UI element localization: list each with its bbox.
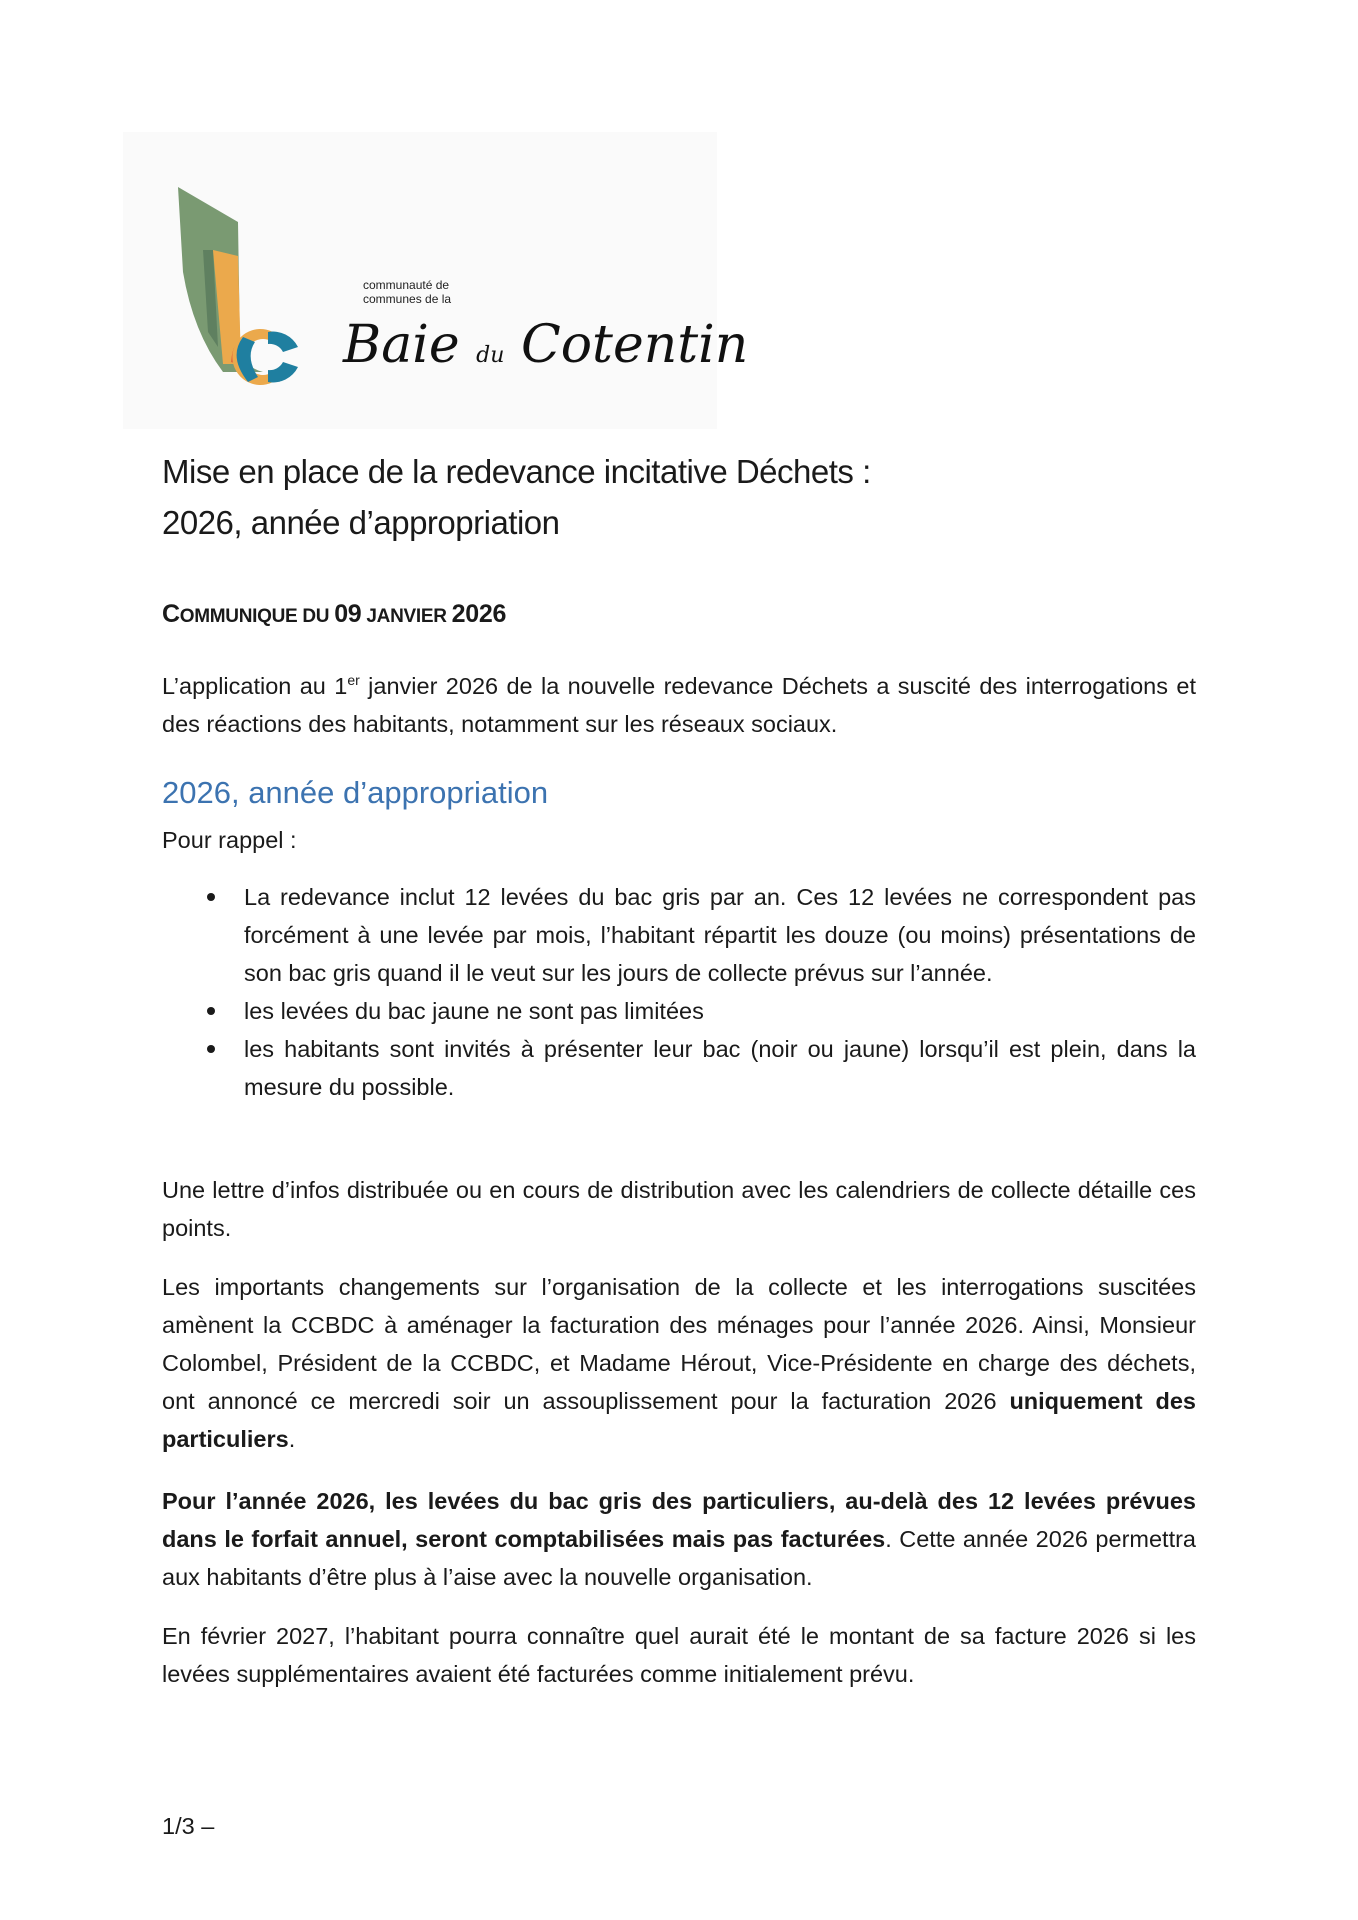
bullet-icon (207, 1007, 215, 1015)
section-heading: 2026, année d’appropriation (162, 775, 549, 810)
section-lead: Pour rappel : (162, 827, 297, 853)
bullet-list (162, 878, 1196, 1106)
intro-paragraph: L’application au 1er janvier 2026 de la nouvelle redevance Déchets a suscité des interrogations et des réactions des habitants, notamment sur les réseaux sociaux. (162, 672, 1196, 737)
logo-line2: communes de la (363, 292, 452, 306)
logo-name: Baie du Cotentin (343, 315, 749, 375)
logo-line1: communauté de (363, 278, 450, 292)
changes-paragraph: Les importants changements sur l’organisation de la collecte et les interrogations suscitées amènent la CCBDC à aménager la facturation des ménages pour l’année 2026. Ainsi, Monsieur Colombel, Président de la CCBDC, et Madame Hérout, Vice-Présidente en charge des déchets, ont annoncé ce mercredi soir un assouplissement pour la facturation 2026 uniquement des particuliers. (162, 1274, 1197, 1452)
list-item: La redevance inclut 12 levées du bac gris par an. Ces 12 levées ne correspondent pas forcément à une levée par mois, l’habitant répartit les douze (ou moins) présentations de son bac gris quand il le veut sur les jours de collecte prévus sur l’année. (162, 878, 1196, 992)
title-line1: Mise en place de la redevance incitative Déchets : (162, 453, 871, 490)
list-item: les habitants sont invités à présenter leur bac (noir ou jaune) lorsqu’il est plein, dans la mesure du possible. (162, 1030, 1196, 1106)
letter-paragraph: Une lettre d’infos distribuée ou en cours de distribution avec les calendriers de collecte détaille ces points. (162, 1177, 1196, 1241)
page-title (162, 446, 1196, 548)
billing-2026-paragraph: Pour l’année 2026, les levées du bac gris des particuliers, au-delà des 12 levées prévues dans le forfait annuel, seront comptabilisées mais pas facturées. Cette année 2026 permettra aux habitants d’être plus à l’aise avec la nouvelle organisation. (162, 1488, 1196, 1590)
title-line2: 2026, année d’appropriation (162, 504, 560, 541)
logo-subtitle (363, 278, 451, 306)
communique-date: COMMUNIQUE DU 09 JANVIER 2026 (162, 600, 507, 628)
bullet-icon (207, 893, 215, 901)
february-2027-paragraph: En février 2027, l’habitant pourra connaître quel aurait été le montant de sa facture 2026 si les levées supplémentaires avaient été facturées comme initialement prévu. (162, 1623, 1196, 1687)
page-number: 1/3 – (162, 1813, 215, 1839)
bullet-icon (207, 1045, 215, 1053)
list-item: les levées du bac jaune ne sont pas limitées (162, 992, 1196, 1030)
logo (123, 132, 749, 429)
